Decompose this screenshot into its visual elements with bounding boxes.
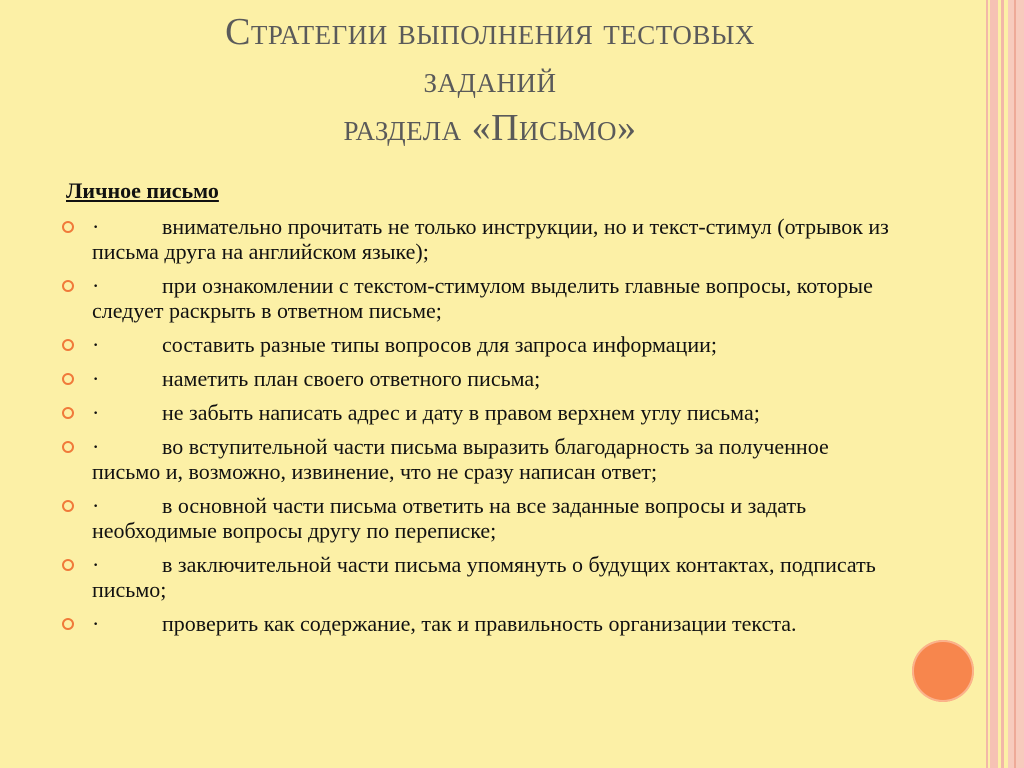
slide-title [0, 8, 980, 152]
circle-bullet-icon [62, 441, 74, 453]
list-item-text: при ознакомлении с текстом-стимулом выделить главные вопросы, которые следует раскрыть в ответном письме; [92, 273, 873, 323]
list-item-text: внимательно прочитать не только инструкции, но и текст-стимул (отрывок из письма друга на английском языке); [92, 214, 889, 264]
section-heading: Личное письмо [66, 178, 219, 203]
bullet-list [62, 214, 892, 645]
bullet-dot: · [92, 332, 100, 357]
list-item [62, 434, 892, 484]
title-line: заданий [423, 59, 557, 101]
bullet-dot: · [92, 434, 100, 459]
circle-bullet-icon [62, 339, 74, 351]
list-item-text: проверить как содержание, так и правильность организации текста. [162, 611, 797, 636]
decorative-stripe [1014, 0, 1016, 768]
list-item-text: в основной части письма ответить на все заданные вопросы и задать необходимые вопросы другу по переписке; [92, 493, 807, 543]
list-item-text: не забыть написать адрес и дату в правом верхнем углу письма; [162, 400, 760, 425]
list-item [62, 400, 892, 425]
bullet-dot: · [92, 611, 100, 636]
list-item [62, 493, 892, 543]
bullet-dot: · [92, 273, 100, 298]
circle-bullet-icon [62, 559, 74, 571]
circle-bullet-icon [62, 500, 74, 512]
title-line: раздела «Письмо» [343, 107, 637, 149]
circle-bullet-icon [62, 407, 74, 419]
list-item [62, 611, 892, 636]
circle-bullet-icon [62, 373, 74, 385]
list-item [62, 273, 892, 323]
list-item-text: наметить план своего ответного письма; [162, 366, 541, 391]
bullet-dot: · [92, 552, 100, 577]
list-item [62, 332, 892, 357]
circle-bullet-icon [62, 221, 74, 233]
list-item [62, 214, 892, 264]
list-item [62, 366, 892, 391]
bullet-dot: · [92, 400, 100, 425]
bullet-dot: · [92, 366, 100, 391]
decorative-stripe [990, 0, 998, 768]
bullet-dot: · [92, 214, 100, 239]
title-line: Стратегии выполнения тестовых [225, 11, 755, 53]
bullet-dot: · [92, 493, 100, 518]
list-item-text: во вступительной части письма выразить благодарность за полученное письмо и, возможно, извинение, что не сразу написан ответ; [92, 434, 829, 484]
list-item-text: в заключительной части письма упомянуть о будущих контактах, подписать письмо; [92, 552, 876, 602]
decorative-stripe [986, 0, 988, 768]
circle-bullet-icon [62, 280, 74, 292]
decorative-circle [912, 640, 974, 702]
circle-bullet-icon [62, 618, 74, 630]
list-item [62, 552, 892, 602]
list-item-text: составить разные типы вопросов для запроса информации; [162, 332, 717, 357]
decorative-stripe [1001, 0, 1004, 768]
decorative-stripe [1008, 0, 1024, 768]
